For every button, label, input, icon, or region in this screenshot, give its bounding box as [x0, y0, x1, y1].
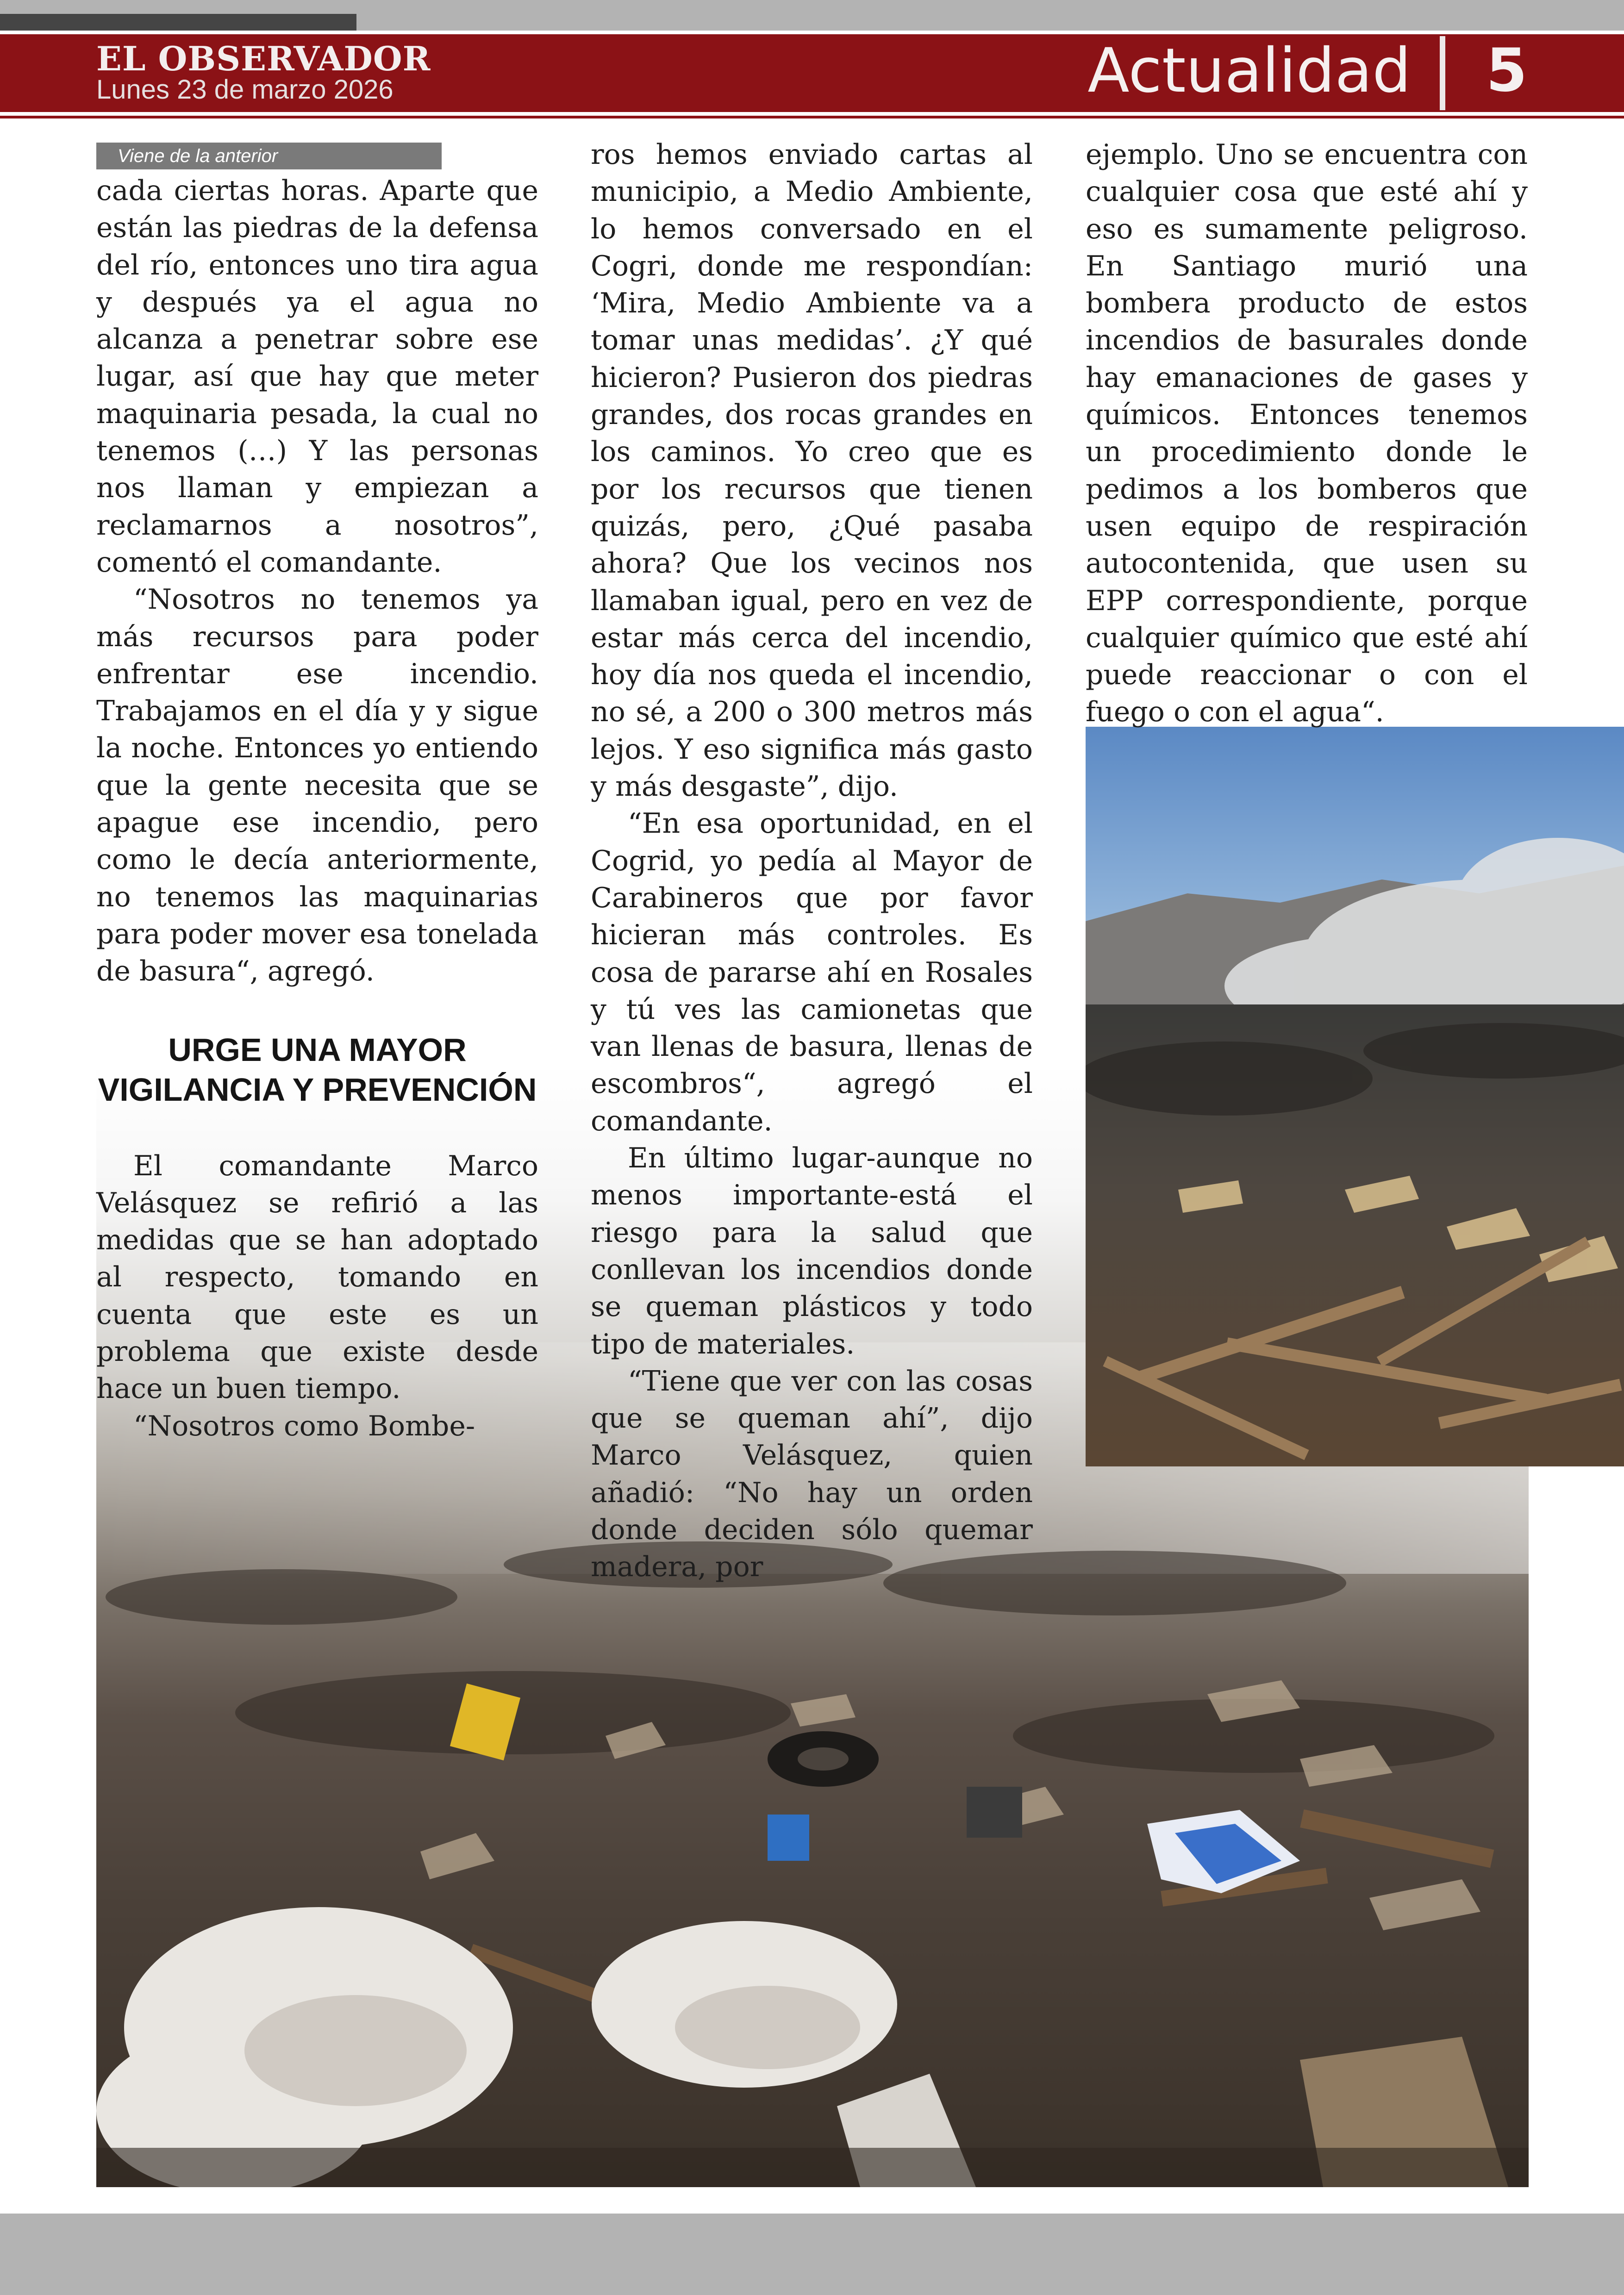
article-column-3 [1086, 136, 1528, 731]
paragraph: El comandante Marco Velásquez se refirió a las medidas que se han adoptado al respecto, tomando en cuenta que este es un problema que existe desde hace un buen tiempo. [96, 1149, 538, 1405]
paragraph: ros hemos enviado cartas al municipio, a Medio Ambiente, lo hemos conversado en el Cogri, donde me respondían: ‘Mira, Medio Ambiente va a tomar unas medidas’. ¿Y qué hicieron? Pusieron dos piedras grandes, dos rocas grandes en los caminos. Yo creo que es por los recursos que tienen quizás, pero, ¿Qué pasaba ahora? Que los vecinos nos llamaban igual, pero en vez de estar más cerca del incendio, hoy día nos queda el incendio, no sé, a 200 o 300 metros más lejos. Y eso significa más gasto y más desgaste”, dijo. [591, 138, 1033, 803]
paragraph: En último lugar-aunque no menos importante-está el riesgo para la salud que conllevan los incendios donde se queman plásticos y todo tipo de materiales. [591, 1142, 1033, 1360]
continued-label: Viene de la anterior [96, 143, 442, 169]
paragraph: “Nosotros no tenemos ya más recursos para poder enfrentar ese incendio. Trabajamos en el día y y sigue la noche. Entonces yo entiendo que la gente necesita que se apague ese incendio, pero como le decía anteriormente, no tenemos las maquinarias para poder mover esa tonelada de basura“, agregó. [96, 583, 538, 988]
section-title: Actualidad [1087, 35, 1411, 106]
paragraph: “En esa oportunidad, en el Cogrid, yo pedía al Mayor de Carabineros que por favor hicieran más controles. Es cosa de pararse ahí en Rosales y tú ves las camionetas que van llenas de basura, llenas de escombros“, agregó el comandante. [591, 807, 1033, 1137]
bottom-gray-band [0, 2214, 1624, 2295]
subheading: URGE UNA MAYOR VIGILANCIA Y PREVENCIÓN [98, 1031, 537, 1108]
article-column-2 [591, 136, 1033, 1586]
paragraph: ejemplo. Uno se encuentra con cualquier cosa que esté ahí y eso es sumamente peligroso. En Santiago murió una bombera producto de estos incendios de basurales donde hay emanaciones de gases y químicos. Entonces tenemos un procedimiento donde le pedimos a los bomberos que usen equipo de respiración autocontenida, que usen su EPP correspondiente, porque cualquier químico que esté ahí puede reaccionar o con el fuego o con el agua“. [1086, 138, 1528, 729]
paragraph: “Nosotros como Bombe- [133, 1409, 475, 1442]
header-divider [1440, 36, 1445, 110]
smoke-debris-photo [1086, 727, 1624, 1466]
paragraph: cada ciertas horas. Aparte que están las piedras de la defensa del río, entonces uno tira agua y después ya el agua no alcanza a penetrar sobre ese lugar, así que hay que meter maquinaria pesada, la cual no tenemos (…) Y las personas nos llaman y empiezan a reclamarnos a nosotros”, comentó el comandante. [96, 175, 538, 579]
issue-date: Lunes 23 de marzo 2026 [96, 75, 394, 105]
newspaper-name: EL OBSERVADOR [96, 39, 431, 78]
paragraph: “Tiene que ver con las cosas que se queman ahí”, dijo Marco Velásquez, quien añadió: “No hay un orden donde deciden sólo quemar madera, por [591, 1365, 1033, 1584]
top-dark-strip [0, 14, 356, 31]
page-number: 5 [1486, 36, 1528, 105]
masthead-underline [0, 116, 1624, 118]
article-column-1 [96, 136, 538, 1445]
